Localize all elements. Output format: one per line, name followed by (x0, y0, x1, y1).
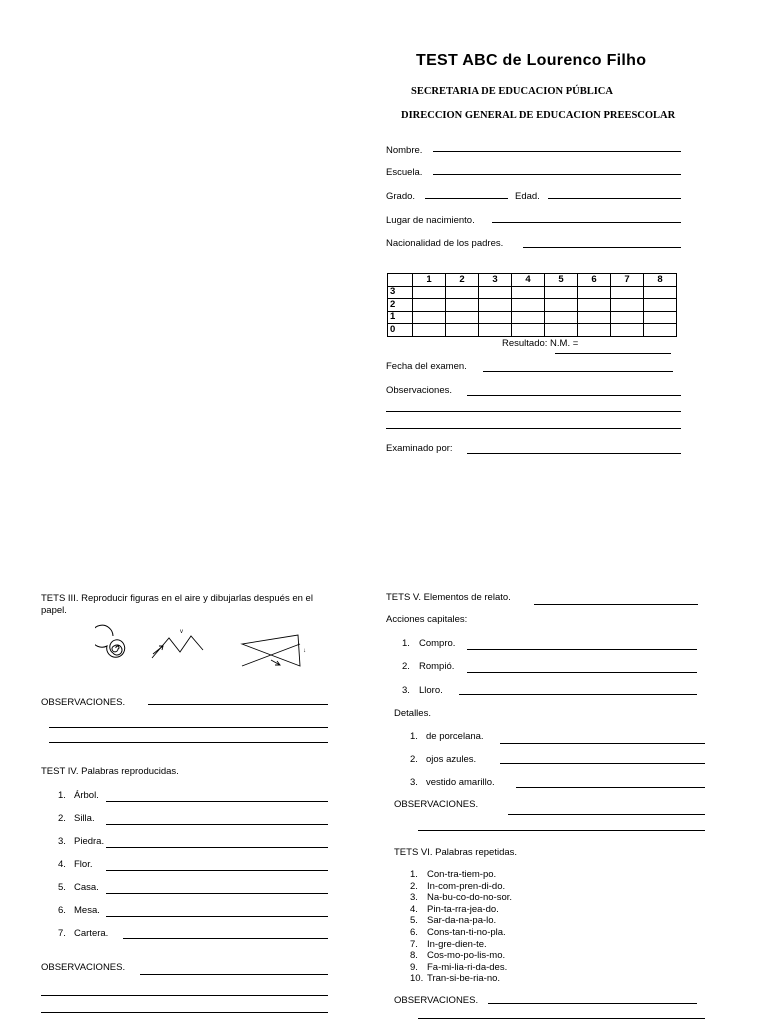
score-header-row (388, 274, 677, 287)
word-item: Silla. (74, 813, 95, 824)
score-cell[interactable] (479, 311, 512, 324)
list-number: 8. (410, 950, 418, 962)
crossed-triangle-figure (242, 635, 306, 666)
word-item: Flor. (74, 859, 93, 870)
test4-obs-line[interactable] (41, 1012, 328, 1013)
nombre-line[interactable] (433, 151, 681, 152)
syllable-word: Fa-mi-lia-ri-da-des. (427, 961, 508, 973)
score-row-label: 1 (388, 311, 413, 324)
fecha-line[interactable] (483, 371, 673, 372)
syllable-word: Cos-mo-po-lis-mo. (427, 950, 506, 962)
detalles-label: Detalles. (394, 708, 431, 719)
test3-figures (95, 622, 325, 674)
score-cell[interactable] (545, 286, 578, 299)
list-number: 6. (58, 905, 66, 916)
list-number: 7. (58, 928, 66, 939)
answer-line[interactable] (467, 649, 697, 650)
test3-obs-label: OBSERVACIONES. (41, 697, 126, 708)
answer-line[interactable] (106, 916, 328, 917)
score-cell[interactable] (446, 324, 479, 337)
svg-text:v: v (180, 629, 183, 635)
list-number: 1. (402, 638, 410, 649)
score-cell[interactable] (413, 286, 446, 299)
list-number: 5. (58, 882, 66, 893)
score-col-header: 1 (413, 274, 446, 287)
score-cell[interactable] (644, 286, 677, 299)
answer-line[interactable] (106, 824, 328, 825)
answer-line[interactable] (106, 893, 328, 894)
list-number: 1. (410, 869, 418, 880)
test4-obs-line[interactable] (140, 974, 328, 975)
accion-item: Rompió. (419, 661, 455, 672)
test3-obs-line[interactable] (49, 742, 328, 743)
score-cell[interactable] (446, 311, 479, 324)
org-line-2: DIRECCION GENERAL DE EDUCACION PREESCOLAR (401, 110, 676, 121)
score-cell[interactable] (512, 286, 545, 299)
score-row-label: 0 (388, 324, 413, 337)
score-cell[interactable] (644, 299, 677, 312)
acciones-label: Acciones capitales: (386, 614, 468, 625)
word-item: Árbol. (74, 790, 99, 801)
score-col-header: 7 (611, 274, 644, 287)
score-cell[interactable] (578, 299, 611, 312)
observaciones-label: Observaciones. (386, 385, 453, 396)
nombre-label: Nombre. (386, 145, 423, 156)
list-number: 1. (58, 790, 66, 801)
answer-line[interactable] (106, 870, 328, 871)
svg-text:↓: ↓ (303, 648, 306, 654)
detalle-item: vestido amarillo. (426, 777, 495, 788)
syllable-word: In-gre-dien-te. (427, 938, 487, 950)
list-number: 1. (410, 731, 418, 742)
observaciones-line[interactable] (386, 428, 681, 429)
test5-title: TETS V. Elementos de relato. (386, 592, 511, 603)
score-col-header: 5 (545, 274, 578, 287)
test5-title-line[interactable] (534, 604, 698, 605)
score-col-header: 8 (644, 274, 677, 287)
list-number: 2. (58, 813, 66, 824)
score-cell[interactable] (611, 311, 644, 324)
accion-item: Lloro. (419, 685, 443, 696)
list-number: 3. (402, 685, 410, 696)
examinado-line[interactable] (467, 453, 681, 454)
score-cell[interactable] (413, 311, 446, 324)
score-cell[interactable] (512, 324, 545, 337)
score-cell[interactable] (578, 324, 611, 337)
test6-obs-line[interactable] (418, 1018, 705, 1019)
score-row (388, 286, 677, 299)
list-number: 10. (410, 973, 424, 985)
list-number: 9. (410, 961, 418, 973)
list-number: 3. (410, 892, 418, 904)
syllable-word: Na-bu-co-do-no-sor. (427, 892, 513, 904)
score-table (387, 273, 677, 337)
score-cell[interactable] (545, 299, 578, 312)
resultado-line[interactable] (555, 353, 671, 354)
word-item: Casa. (74, 882, 99, 893)
list-number: 2. (402, 661, 410, 672)
score-cell[interactable] (578, 311, 611, 324)
test4-title: TEST IV. Palabras reproducidas. (41, 766, 179, 777)
lugar-label: Lugar de nacimiento. (386, 215, 475, 226)
answer-line[interactable] (106, 847, 328, 848)
word-item: Cartera. (74, 928, 109, 939)
examinado-label: Examinado por: (386, 443, 453, 454)
score-cell[interactable] (512, 299, 545, 312)
score-corner (388, 274, 413, 287)
score-row (388, 299, 677, 312)
accion-item: Compro. (419, 638, 456, 649)
score-row-label: 3 (388, 286, 413, 299)
syllable-word: In-com-pren-di-do. (427, 880, 506, 892)
syllable-word: Sar-da-na-pa-lo. (427, 915, 497, 927)
answer-line[interactable] (459, 694, 697, 695)
syllable-word: Tran-si-be-ria-no. (427, 973, 501, 985)
nacionalidad-line[interactable] (523, 247, 681, 248)
score-row-label: 2 (388, 299, 413, 312)
score-cell[interactable] (446, 299, 479, 312)
score-cell[interactable] (479, 299, 512, 312)
page-title: TEST ABC de Lourenco Filho (416, 52, 647, 69)
test4-obs-label: OBSERVACIONES. (41, 962, 126, 973)
test5-obs-line[interactable] (418, 830, 705, 831)
list-number: 2. (410, 880, 418, 892)
score-cell[interactable] (611, 324, 644, 337)
spiral-figure (95, 625, 125, 657)
list-number: 4. (58, 859, 66, 870)
observaciones-line[interactable] (386, 411, 681, 412)
answer-line[interactable] (516, 787, 705, 788)
escuela-line[interactable] (433, 174, 681, 175)
score-cell[interactable] (545, 311, 578, 324)
list-number: 3. (58, 836, 66, 847)
syllable-word: Con-tra-tiem-po. (427, 869, 497, 880)
grado-line[interactable] (425, 198, 508, 199)
syllable-word: Pin-ta-rra-jea-do. (427, 903, 499, 915)
score-cell[interactable] (512, 311, 545, 324)
answer-line[interactable] (123, 938, 328, 939)
test3-obs-line[interactable] (148, 704, 328, 705)
test4-obs-line[interactable] (41, 995, 328, 996)
score-cell[interactable] (413, 324, 446, 337)
resultado-label: Resultado: N.M. = (502, 338, 579, 349)
test5-obs-label: OBSERVACIONES. (394, 799, 479, 810)
score-col-header: 6 (578, 274, 611, 287)
test6-obs-line[interactable] (488, 1003, 697, 1004)
fecha-label: Fecha del examen. (386, 361, 467, 372)
score-cell[interactable] (644, 311, 677, 324)
score-cell[interactable] (446, 286, 479, 299)
edad-line[interactable] (548, 198, 681, 199)
test5-obs-line[interactable] (508, 814, 705, 815)
list-number: 4. (410, 903, 418, 915)
answer-line[interactable] (106, 801, 328, 802)
score-cell[interactable] (545, 324, 578, 337)
score-cell[interactable] (413, 299, 446, 312)
list-number: 7. (410, 938, 418, 950)
list-number: 2. (410, 754, 418, 765)
test6-title: TETS VI. Palabras repetidas. (394, 847, 518, 858)
detalle-item: de porcelana. (426, 731, 484, 742)
edad-label: Edad. (515, 191, 540, 202)
answer-line[interactable] (500, 743, 705, 744)
answer-line[interactable] (500, 763, 705, 764)
escuela-label: Escuela. (386, 167, 423, 178)
org-line-1: SECRETARIA DE EDUCACION PÚBLICA (411, 86, 613, 97)
score-col-header: 3 (479, 274, 512, 287)
syllable-word: Cons-tan-ti-no-pla. (427, 926, 506, 938)
test3-instructions: TETS III. Reproducir figuras en el aire y dibujarlas después en el papel. (41, 593, 313, 616)
test3-obs-line[interactable] (49, 727, 328, 728)
list-number: 6. (410, 926, 418, 938)
list-number: 5. (410, 915, 418, 927)
score-col-header: 2 (446, 274, 479, 287)
score-cell[interactable] (479, 286, 512, 299)
score-cell[interactable] (578, 286, 611, 299)
answer-line[interactable] (467, 672, 697, 673)
observaciones-line[interactable] (467, 395, 681, 396)
word-item: Piedra. (74, 836, 105, 847)
score-row (388, 324, 677, 337)
word-item: Mesa. (74, 905, 100, 916)
score-col-header: 4 (512, 274, 545, 287)
test6-obs-label: OBSERVACIONES. (394, 995, 479, 1006)
score-row (388, 311, 677, 324)
lugar-line[interactable] (492, 222, 681, 223)
score-cell[interactable] (479, 324, 512, 337)
nacionalidad-label: Nacionalidad de los padres. (386, 238, 504, 249)
grado-label: Grado. (386, 191, 416, 202)
score-cell[interactable] (611, 286, 644, 299)
list-number: 3. (410, 777, 418, 788)
detalle-item: ojos azules. (426, 754, 477, 765)
zigzag-figure (152, 629, 203, 658)
score-cell[interactable] (644, 324, 677, 337)
score-cell[interactable] (611, 299, 644, 312)
